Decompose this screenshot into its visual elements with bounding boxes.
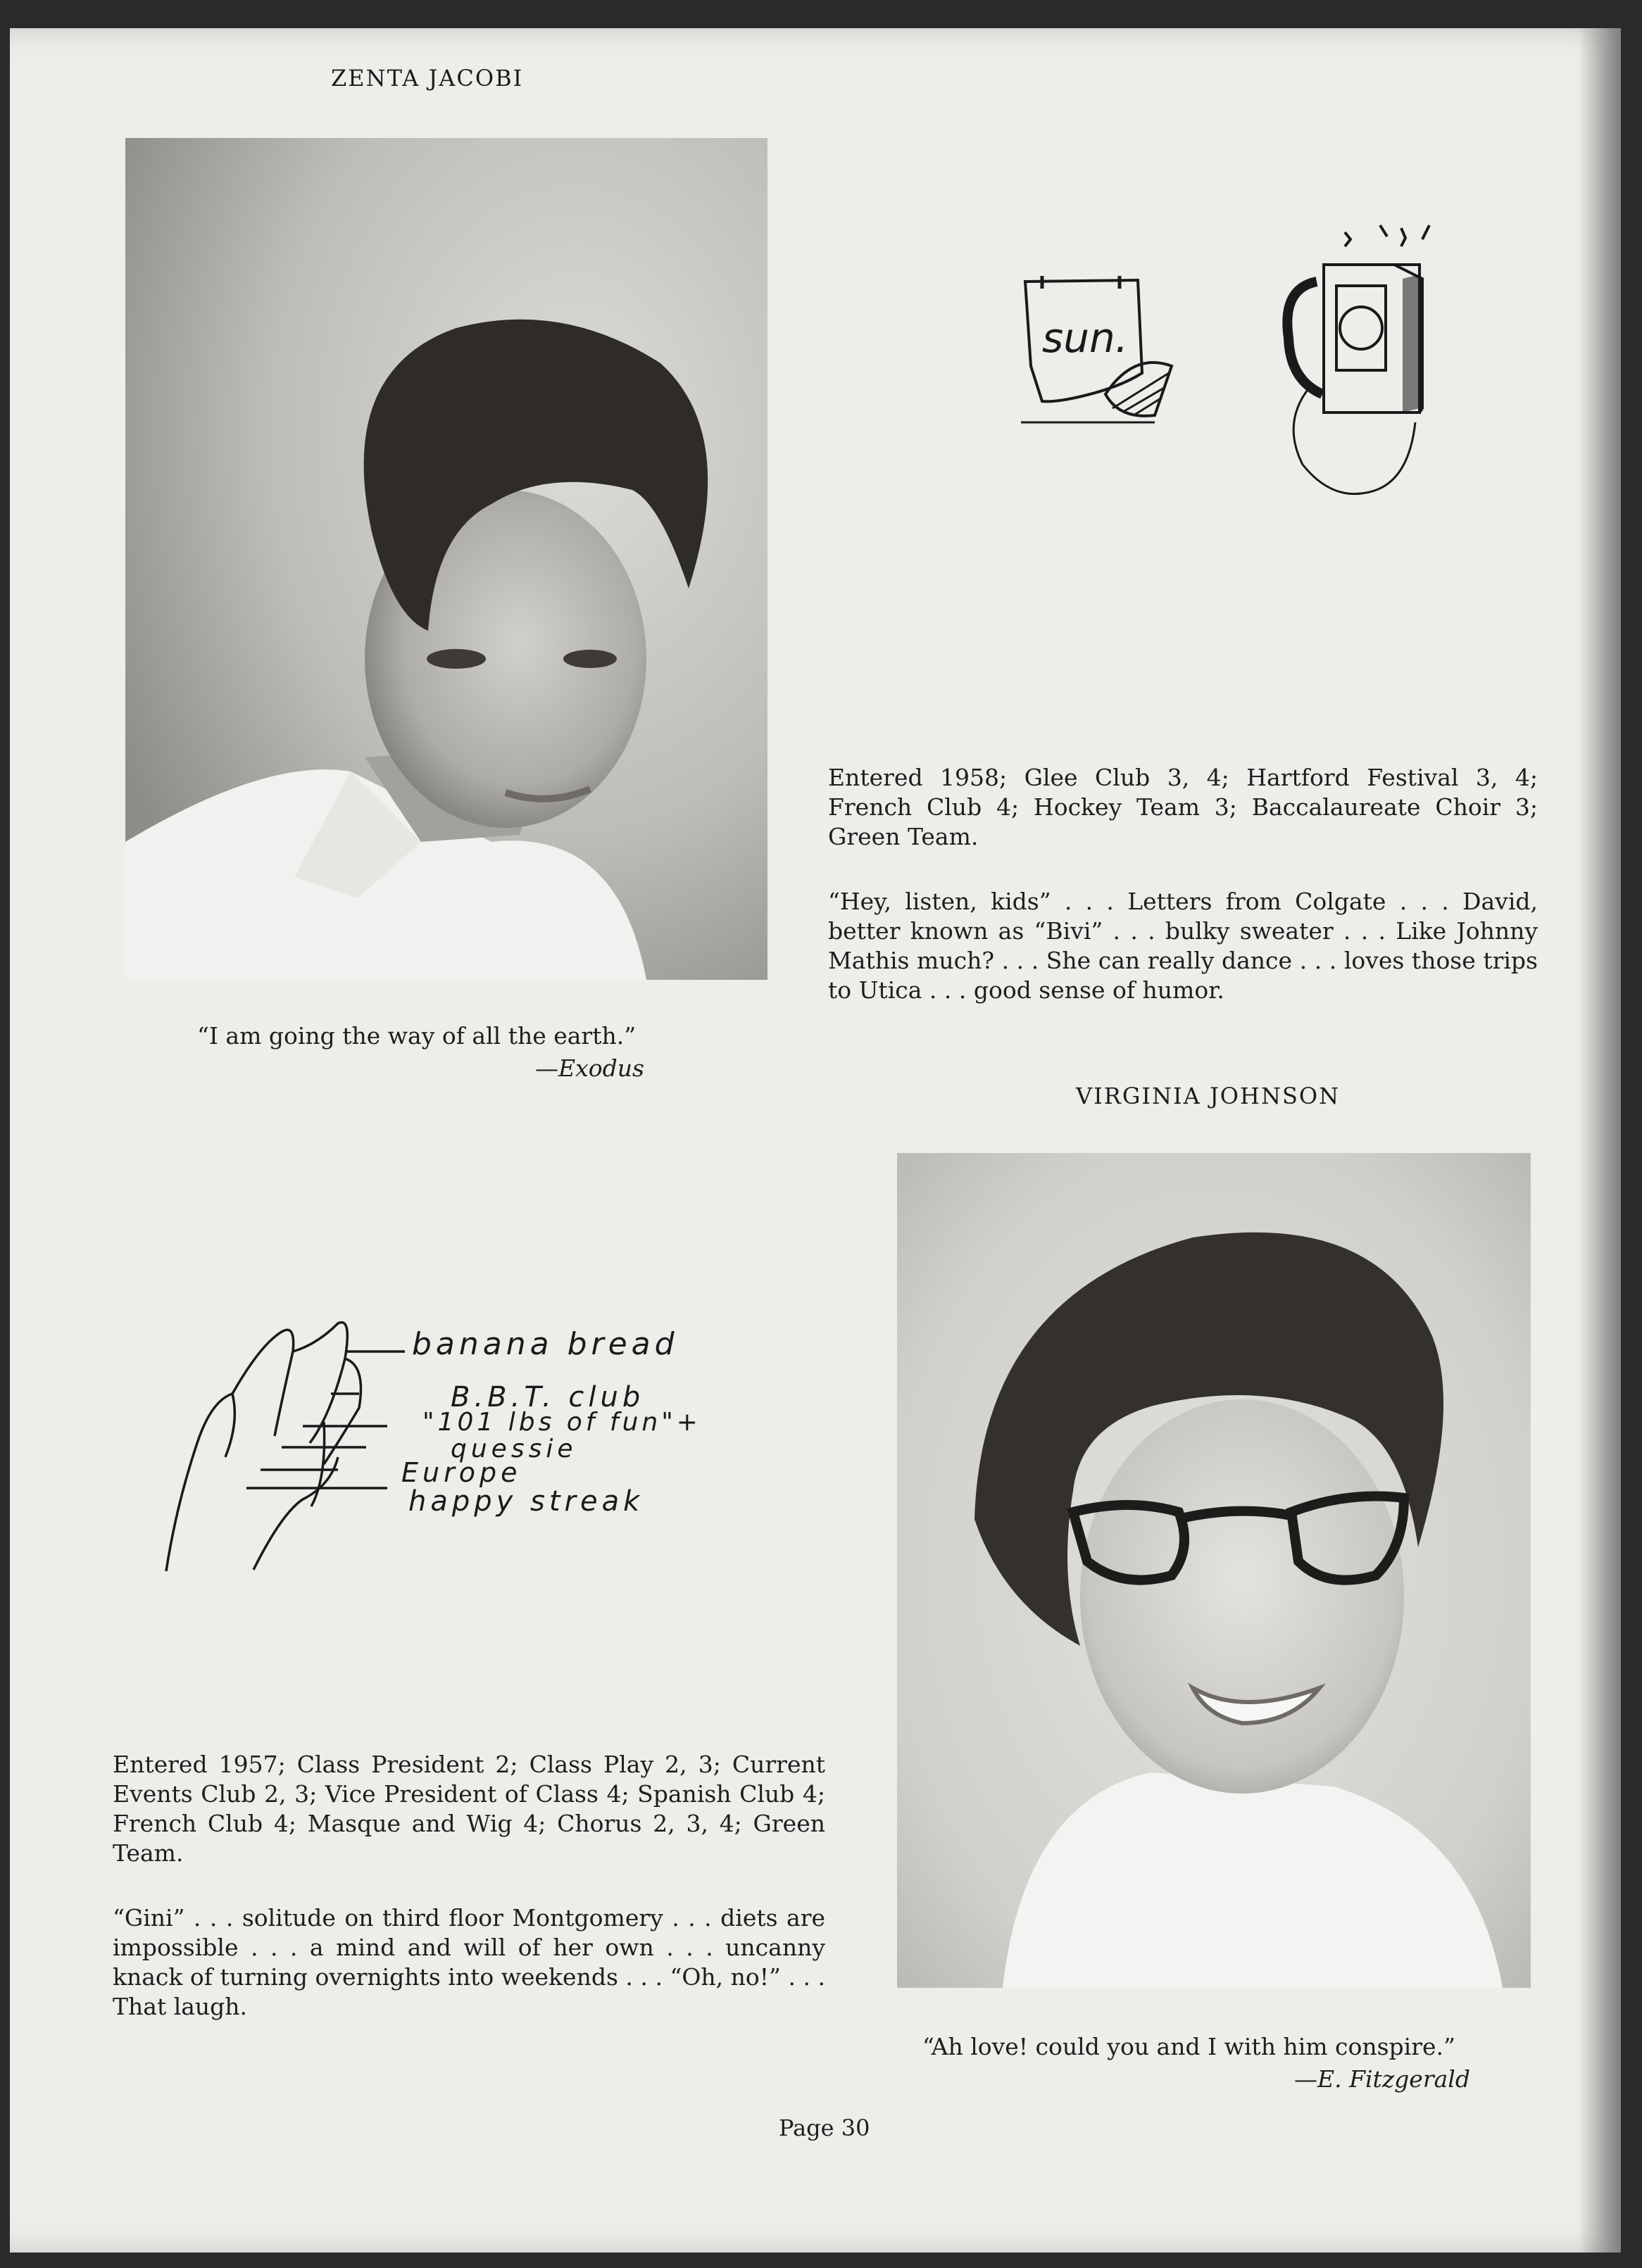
doodle-label-6: happy streak <box>408 1485 644 1518</box>
description-virginia: “Gini” . . . solitude on third floor Montgomery . . . diets are impossible . . . a mind and will of her own . . . uncanny knack of turning overnights into weekends . . . “Oh, no!” . . . That laugh. <box>113 1904 825 2020</box>
description-zenta: “Hey, listen, kids” . . . Letters from Colgate . . . David, better known as “Bivi” . . . bulky sweater . . . Like Johnny Mathis much? . . . She can really dance . . . loves those trips to Utica . . . good sense of humor. <box>828 888 1538 1004</box>
doodle-calendar-phone <box>1014 211 1436 507</box>
doodle-hand-list <box>155 1316 718 1584</box>
quote-zenta: “I am going the way of all the earth.” <box>197 1022 637 1050</box>
doodle-label-1: banana bread <box>412 1326 679 1362</box>
page-spine-shadow <box>1579 28 1621 2253</box>
attribution-zenta: —Exodus <box>535 1054 644 1082</box>
activities-zenta: Entered 1958; Glee Club 3, 4; Hartford Festival 3, 4; French Club 4; Hockey Team 3; Baccalaureate Choir 3; Green Team. <box>828 764 1538 850</box>
doodle-label-2: B.B.T. club <box>451 1381 645 1413</box>
calendar-text: sun. <box>1042 314 1129 362</box>
doodle-label-5: Europe <box>401 1457 522 1488</box>
portrait-photo-zenta <box>125 138 767 980</box>
doodle-label-4: quessie <box>451 1435 577 1463</box>
activities-virginia: Entered 1957; Class President 2; Class Play 2, 3; Current Events Club 2, 3; Vice President of Class 4; Spanish Club 4; French Club 4; Masque and Wig 4; Chorus 2, 3, 4; Green Team. <box>113 1751 825 1867</box>
student-name-zenta: ZENTA JACOBI <box>331 65 524 92</box>
attribution-virginia: —E. Fitzgerald <box>1294 2065 1470 2093</box>
doodle-label-3: "101 lbs of fun"+ <box>422 1408 701 1437</box>
page-number: Page 30 <box>779 2115 870 2141</box>
quote-virginia: “Ah love! could you and I with him conspire.” <box>922 2033 1455 2060</box>
portrait-photo-virginia <box>897 1153 1531 1988</box>
student-name-virginia: VIRGINIA JOHNSON <box>1076 1083 1341 1109</box>
